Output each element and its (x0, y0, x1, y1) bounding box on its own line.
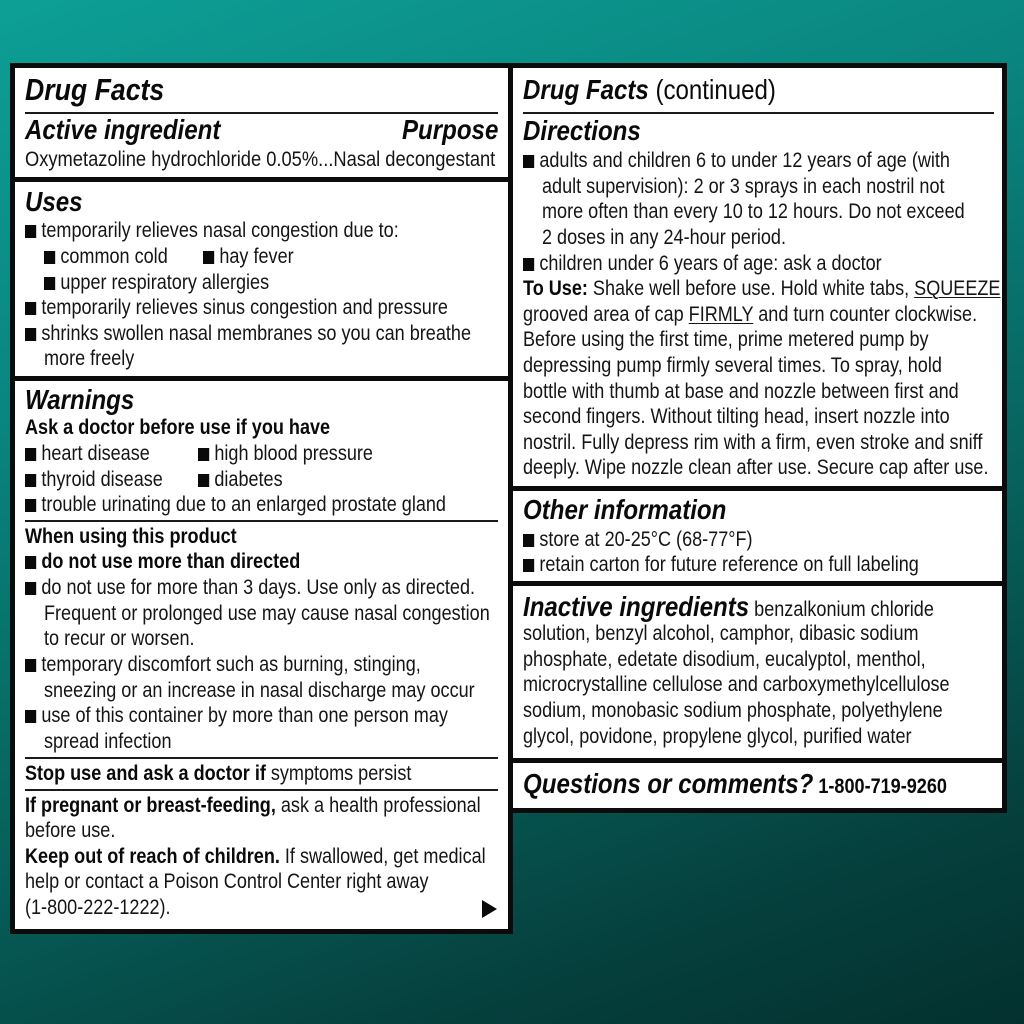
directions-item (523, 149, 950, 173)
directions-item-cont: adult supervision): 2 or 3 sprays in each nostril not (542, 175, 945, 198)
warnings-heading: Warnings (25, 384, 135, 415)
keep-out-label: Keep out of reach of children. (25, 845, 280, 868)
purpose-heading: Purpose (402, 114, 499, 145)
uses-heading: Uses (25, 186, 83, 217)
drug-facts-continued-title (523, 74, 776, 106)
bullet-icon (25, 556, 36, 569)
pregnant-label: If pregnant or breast-feeding, (25, 794, 276, 817)
stop-use-line (25, 762, 411, 786)
to-use-line: depressing pump firmly several times. To spray, hold (523, 354, 942, 377)
inactive-ingredients-text: phosphate, edetate disodium, eucalyptol, menthol, (523, 648, 926, 671)
ask-doctor-label: Ask a doctor before use if you have (25, 416, 331, 439)
bullet-icon (198, 474, 209, 487)
inactive-ingredients-text: microcrystalline cellulose and carboxymethylcellulose (523, 673, 950, 696)
rule (523, 112, 994, 114)
pregnant-line (25, 794, 481, 818)
when-using-item-cont: sneezing or an increase in nasal discharge may occur (44, 679, 475, 702)
divider (10, 177, 513, 182)
rule (25, 757, 498, 759)
bullet-icon (523, 155, 534, 168)
warning-item (25, 442, 150, 466)
to-use-text: Shake well before use. Hold white tabs, (587, 277, 915, 300)
directions-item-text: children under 6 years of age: ask a doctor (539, 252, 882, 275)
rule (25, 789, 498, 791)
bullet-icon (44, 251, 55, 264)
when-using-label: When using this product (25, 525, 237, 548)
bullet-icon (44, 277, 55, 290)
inactive-ingredients-text: benzalkonium chloride (749, 598, 934, 621)
uses-subitem (44, 245, 168, 269)
active-ingredient-line: Oxymetazoline hydrochloride 0.05%...Nasal decongestant (25, 148, 496, 171)
to-use-line: Before using the first time, prime metered pump by (523, 328, 929, 351)
warning-item (25, 468, 163, 492)
bullet-icon (25, 225, 36, 238)
other-info-item (523, 528, 753, 552)
uses-item (25, 322, 471, 346)
other-information-heading: Other information (523, 494, 727, 525)
directions-item (523, 252, 882, 276)
other-info-item-text: store at 20-25°C (68-77°F) (539, 528, 753, 551)
bullet-icon (25, 710, 36, 723)
warning-item-text: thyroid disease (41, 468, 163, 491)
uses-item-text: upper respiratory allergies (60, 271, 270, 294)
uses-item-text: shrinks swollen nasal membranes so you can breathe (41, 322, 471, 345)
other-info-item-text: retain carton for future reference on full labeling (539, 553, 919, 576)
uses-item (25, 219, 399, 243)
pregnant-line-cont: before use. (25, 819, 116, 842)
warning-item-text: heart disease (41, 442, 150, 465)
when-using-item (25, 653, 421, 677)
divider (508, 581, 1007, 586)
to-use-line: deeply. Wipe nozzle clean after use. Secure cap after use. (523, 456, 989, 479)
squeeze-text: SQUEEZE (914, 277, 1001, 300)
when-using-item-cont: Frequent or prolonged use may cause nasal congestion (44, 602, 490, 625)
bullet-icon (25, 448, 36, 461)
uses-subitem (44, 271, 269, 295)
firmly-text: FIRMLY (688, 303, 754, 326)
continue-arrow-icon (482, 900, 497, 918)
keep-out-text: If swallowed, get medical (279, 845, 486, 868)
when-using-item-text: do not use for more than 3 days. Use only as directed. (41, 576, 476, 599)
to-use-line: nostril. Fully depress rim with a firm, even stroke and sniff (523, 431, 983, 454)
bullet-icon (523, 258, 534, 271)
directions-heading: Directions (523, 115, 641, 146)
to-use-text: grooved area of cap (523, 303, 689, 326)
uses-item-text: temporarily relieves sinus congestion and pressure (41, 296, 448, 319)
rule (25, 520, 498, 522)
questions-phone[interactable]: 1-800-719-9260 (813, 775, 947, 798)
inactive-ingredients-heading: Inactive ingredients (523, 591, 750, 622)
when-using-bold-item (25, 550, 300, 574)
stop-use-label: Stop use and ask a doctor if (25, 762, 266, 785)
active-ingredient-heading: Active ingredient (25, 114, 221, 145)
to-use-line (523, 277, 1000, 301)
divider (10, 376, 513, 381)
inactive-ingredients-text: glycol, povidone, propylene glycol, purified water (523, 725, 912, 748)
bullet-icon (25, 582, 36, 595)
uses-item-text: hay fever (219, 245, 294, 268)
warning-item (198, 442, 373, 466)
uses-subitem (203, 245, 294, 269)
to-use-line (523, 303, 977, 327)
when-using-item (25, 704, 448, 728)
directions-item-cont: 2 doses in any 24-hour period. (542, 226, 786, 249)
when-using-item-text: temporary discomfort such as burning, stinging, (41, 653, 421, 676)
inactive-ingredients-text: solution, benzyl alcohol, camphor, dibasic sodium (523, 622, 919, 645)
directions-item-text: adults and children 6 to under 12 years of age (with (539, 149, 950, 172)
questions-heading: Questions or comments? (523, 768, 814, 799)
drug-facts-title: Drug Facts (25, 72, 165, 107)
uses-item-text: temporarily relieves nasal congestion due to: (41, 219, 399, 242)
divider (508, 758, 1007, 763)
bullet-icon (25, 302, 36, 315)
to-use-line: bottle with thumb at base and nozzle between first and (523, 380, 959, 403)
keep-out-line (25, 845, 486, 869)
bullet-icon (198, 448, 209, 461)
to-use-line: second fingers. Without tilting head, insert nozzle into (523, 405, 950, 428)
directions-item-cont: more often than every 10 to 12 hours. Do not exceed (542, 200, 965, 223)
stop-use-text: symptoms persist (265, 762, 412, 785)
when-using-item (25, 576, 475, 600)
pregnant-text: ask a health professional (275, 794, 481, 817)
warning-item-text: trouble urinating due to an enlarged prostate gland (41, 493, 446, 516)
when-using-item-cont: spread infection (44, 730, 172, 753)
bullet-icon (25, 474, 36, 487)
inactive-ingredients-line (523, 591, 934, 623)
drug-facts-title-text: Drug Facts (523, 74, 649, 105)
bullet-icon (25, 659, 36, 672)
keep-out-line-cont: help or contact a Poison Control Center right away (25, 870, 429, 893)
bullet-icon (25, 499, 36, 512)
warning-item-text: high blood pressure (214, 442, 373, 465)
bullet-icon (523, 534, 534, 547)
warning-item (25, 493, 446, 517)
questions-line (523, 768, 947, 802)
uses-item (25, 296, 448, 320)
to-use-text: and turn counter clockwise. (753, 303, 978, 326)
continued-text: (continued) (648, 74, 776, 105)
keep-out-line-cont: (1-800-222-1222). (25, 896, 171, 919)
other-info-item (523, 553, 919, 577)
warning-item (198, 468, 283, 492)
uses-item-text: common cold (60, 245, 168, 268)
warning-item-text: diabetes (214, 468, 283, 491)
divider (508, 486, 1007, 491)
when-using-item-text: use of this container by more than one person may (41, 704, 448, 727)
when-using-item-cont: to recur or worsen. (44, 627, 195, 650)
to-use-label: To Use: (523, 277, 588, 300)
when-using-item-text: do not use more than directed (41, 550, 301, 573)
uses-item-cont: more freely (44, 347, 135, 370)
inactive-ingredients-text: sodium, monobasic sodium phosphate, polyethylene (523, 699, 943, 722)
bullet-icon (203, 251, 214, 264)
bullet-icon (25, 328, 36, 341)
bullet-icon (523, 559, 534, 572)
